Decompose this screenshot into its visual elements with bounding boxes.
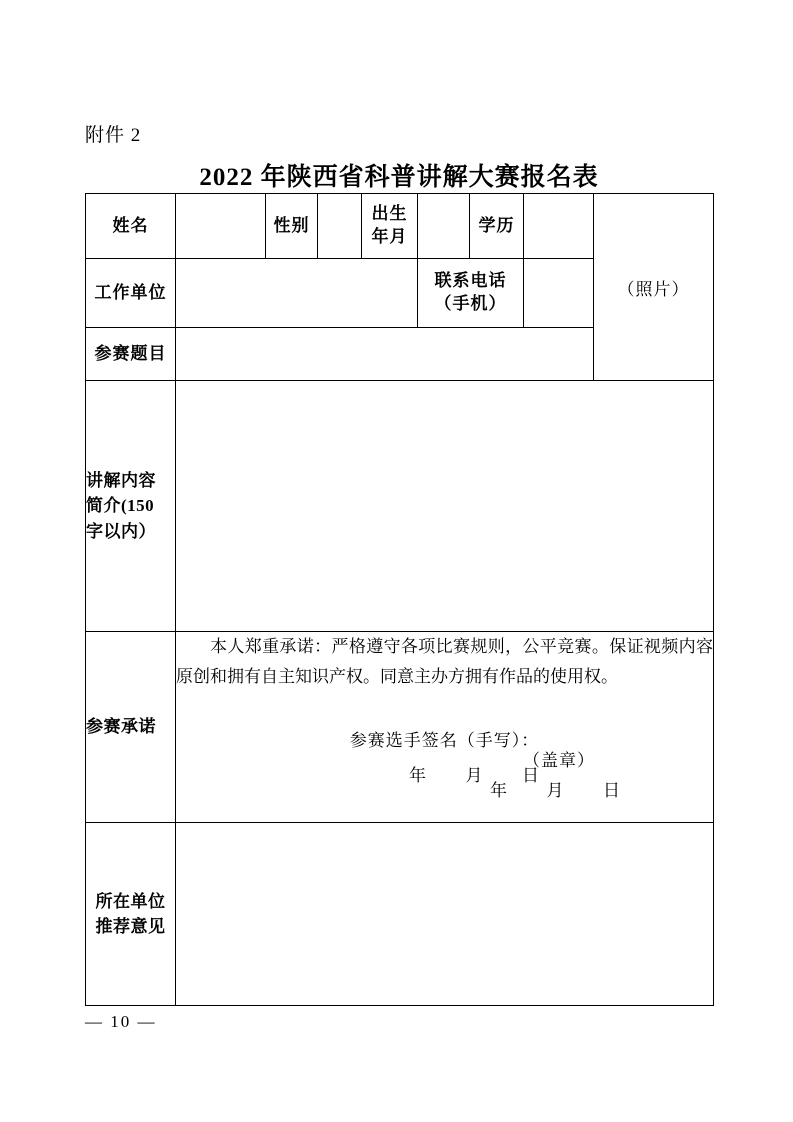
phone-field[interactable]	[524, 259, 594, 328]
education-label: 学历	[470, 194, 524, 259]
recommendation-date-day: 日	[603, 781, 621, 800]
content-summary-label-line2: 简介(150	[86, 496, 155, 516]
gender-field[interactable]	[318, 194, 362, 259]
recommendation-date-month: 月	[546, 781, 565, 800]
content-summary-label-line1: 讲解内容	[86, 470, 156, 490]
education-field[interactable]	[524, 194, 594, 259]
recommendation-date-year: 年	[490, 781, 508, 800]
pledge-label: 参赛承诺	[86, 632, 176, 823]
pledge-date-day: 日	[522, 766, 540, 786]
recommendation-label-line1: 所在单位	[95, 891, 166, 911]
content-summary-label	[86, 381, 176, 632]
gender-label: 性别	[266, 194, 318, 259]
photo-placeholder[interactable]: （照片）	[594, 194, 714, 381]
page-number: — 10 —	[85, 1012, 157, 1031]
recommendation-field[interactable]	[176, 751, 714, 1006]
birth-label-line1: 出生	[371, 204, 408, 224]
attachment-label: 附件 2	[85, 125, 142, 146]
signature-line[interactable]: 参赛选手签名（手写）：	[349, 730, 540, 750]
content-summary-field[interactable]	[176, 381, 714, 632]
table-row-content-summary	[86, 381, 714, 632]
content-summary-label-line3: 字以内）	[86, 521, 156, 541]
topic-label: 参赛题目	[86, 328, 176, 381]
phone-label	[418, 259, 524, 328]
pledge-paragraph: 本人郑重承诺：严格遵守各项比赛规则，公平竞赛。保证视频内容原创和拥有自主知识产权。同意主办方拥有作品的使用权。	[176, 637, 713, 686]
recommendation-label	[86, 823, 176, 1006]
phone-label-line2: （手机）	[434, 294, 507, 313]
registration-form-table	[85, 193, 714, 1006]
pledge-date-month: 月	[465, 766, 484, 786]
birth-field[interactable]	[418, 194, 470, 259]
birth-label-line2: 年月	[371, 227, 408, 246]
seal-placeholder: （盖章）	[523, 751, 595, 770]
name-field[interactable]	[176, 194, 266, 259]
table-row-recommendation	[86, 823, 714, 1006]
page-title: 2022 年陕西省科普讲解大赛报名表	[199, 164, 599, 191]
table-row-basic-info	[86, 194, 714, 259]
recommendation-label-line2: 推荐意见	[95, 917, 166, 936]
work-unit-field[interactable]	[176, 259, 418, 328]
birth-label	[362, 194, 418, 259]
name-label: 姓名	[86, 194, 176, 259]
pledge-date-year: 年	[409, 766, 427, 786]
pledge-date-line[interactable]	[176, 761, 713, 791]
recommendation-date-line[interactable]	[490, 776, 621, 801]
work-unit-label: 工作单位	[86, 259, 176, 328]
phone-label-line1: 联系电话	[434, 271, 507, 291]
topic-field[interactable]	[176, 328, 594, 381]
pledge-content	[176, 632, 714, 823]
